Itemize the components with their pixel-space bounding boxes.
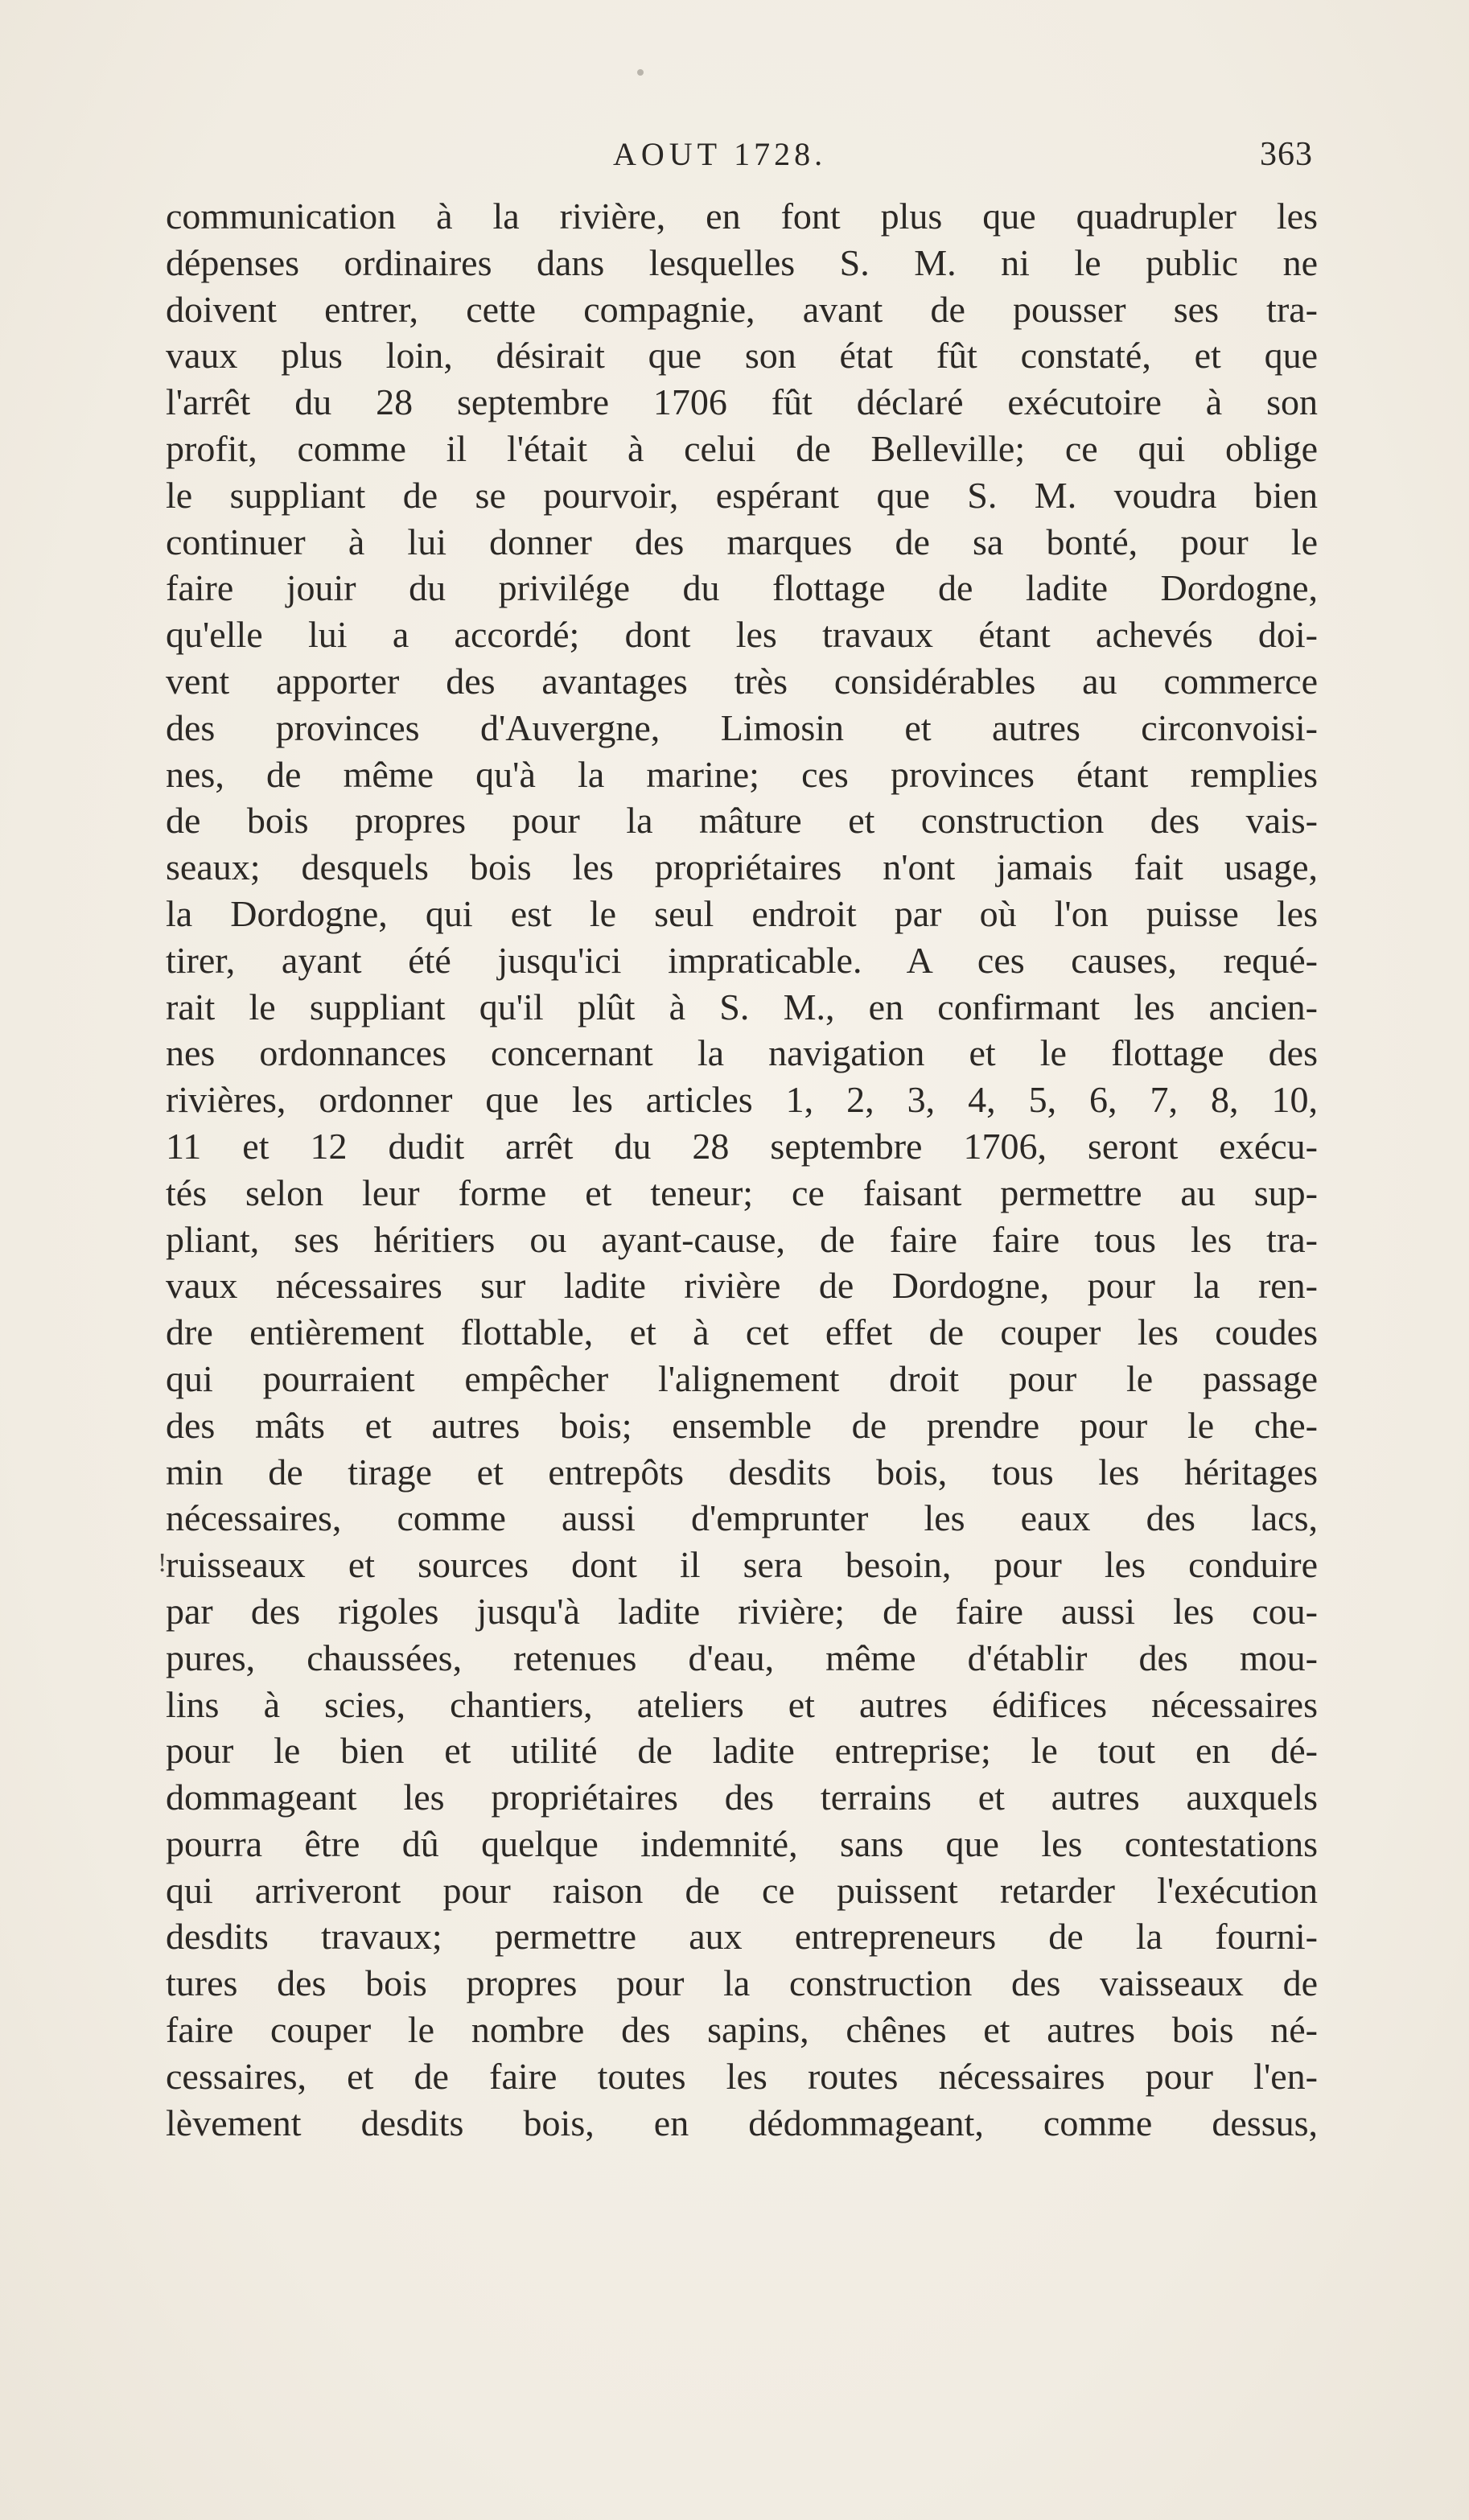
text-line: rivières, ordonner que les articles 1, 2, 3, 4, 5, 6, 7, 8, 10,	[166, 1079, 1318, 1121]
text-line: pour le bien et utilité de ladite entreprise; le tout en dé-	[166, 1730, 1318, 1772]
text-line: pures, chaussées, retenues d'eau, même d'établir des mou-	[166, 1637, 1318, 1678]
text-line: 11 et 12 dudit arrêt du 28 septembre 1706, seront exécu-	[166, 1125, 1318, 1167]
page-number: 363	[1260, 136, 1313, 173]
running-head	[0, 135, 1469, 183]
text-line: continuer à lui donner des marques de sa bonté, pour le	[166, 521, 1318, 562]
text-line: dommageant les propriétaires des terrains et autres auxquels	[166, 1777, 1318, 1818]
text-line: nécessaires, comme aussi d'emprunter les eaux des lacs,	[166, 1497, 1318, 1539]
text-line: min de tirage et entrepôts desdits bois, tous les héritages	[166, 1451, 1318, 1493]
text-line: cessaires, et de faire toutes les routes nécessaires pour l'en-	[166, 2055, 1318, 2097]
text-line: nes, de même qu'à la marine; ces provinces étant remplies	[166, 753, 1318, 795]
text-line: vent apporter des avantages très considérables au commerce	[166, 660, 1318, 702]
text-line: rait le suppliant qu'il plût à S. M., en confirmant les ancien-	[166, 986, 1318, 1027]
text-line: faire couper le nombre des sapins, chênes et autres bois né-	[166, 2009, 1318, 2051]
text-line: lèvement desdits bois, en dédommageant, comme dessus,	[166, 2102, 1318, 2143]
text-line: lins à scies, chantiers, ateliers et autres édifices nécessaires	[166, 1683, 1318, 1725]
running-title	[613, 135, 826, 173]
text-line: profit, comme il l'était à celui de Belleville; ce qui oblige	[166, 427, 1318, 469]
text-line: vaux nécessaires sur ladite rivière de Dordogne, pour la ren-	[166, 1265, 1318, 1307]
body-text	[166, 193, 1318, 2146]
ink-speck	[637, 69, 644, 76]
text-line: desdits travaux; permettre aux entrepreneurs de la fourni-	[166, 1916, 1318, 1958]
text-line: faire jouir du privilége du flottage de ladite Dordogne,	[166, 567, 1318, 609]
text-line: des provinces d'Auvergne, Limosin et autres circonvoisi-	[166, 706, 1318, 748]
text-line: nes ordonnances concernant la navigation et le flottage des	[166, 1032, 1318, 1074]
text-line: seaux; desquels bois les propriétaires n'ont jamais fait usage,	[166, 846, 1318, 888]
text-line: des mâts et autres bois; ensemble de prendre pour le che-	[166, 1404, 1318, 1446]
text-line: l'arrêt du 28 septembre 1706 fût déclaré exécutoire à son	[166, 381, 1318, 423]
running-title-year: 1728.	[734, 136, 827, 172]
running-title-month: AOUT	[613, 136, 722, 172]
text-line: tés selon leur forme et teneur; ce faisant permettre au sup-	[166, 1171, 1318, 1213]
text-line: qu'elle lui a accordé; dont les travaux étant achevés doi-	[166, 614, 1318, 656]
text-line: pliant, ses héritiers ou ayant-cause, de faire faire tous les tra-	[166, 1218, 1318, 1260]
text-line: tures des bois propres pour la construction des vaisseaux de	[166, 1962, 1318, 2004]
text-line: dre entièrement flottable, et à cet effet de couper les coudes	[166, 1311, 1318, 1353]
text-line: de bois propres pour la mâture et construction des vais-	[166, 800, 1318, 842]
text-line: ruisseaux et sources dont il sera besoin, pour les conduire	[166, 1544, 1318, 1586]
text-line: pourra être dû quelque indemnité, sans que les contestations	[166, 1822, 1318, 1864]
text-line: doivent entrer, cette compagnie, avant de pousser ses tra-	[166, 288, 1318, 330]
text-line: communication à la rivière, en font plus que quadrupler les	[166, 196, 1318, 237]
text-line: dépenses ordinaires dans lesquelles S. M. ni le public ne	[166, 241, 1318, 283]
text-line: la Dordogne, qui est le seul endroit par où l'on puisse les	[166, 892, 1318, 934]
margin-mark: !	[158, 1548, 167, 1578]
text-line: vaux plus loin, désirait que son état fût constaté, et que	[166, 335, 1318, 377]
text-line: qui arriveront pour raison de ce puissent retarder l'exécution	[166, 1869, 1318, 1911]
text-line: tirer, ayant été jusqu'ici impraticable. A ces causes, requé-	[166, 939, 1318, 981]
text-line: le suppliant de se pourvoir, espérant que S. M. voudra bien	[166, 474, 1318, 516]
text-line: par des rigoles jusqu'à ladite rivière; de faire aussi les cou-	[166, 1590, 1318, 1632]
text-line: qui pourraient empêcher l'alignement droit pour le passage	[166, 1357, 1318, 1399]
